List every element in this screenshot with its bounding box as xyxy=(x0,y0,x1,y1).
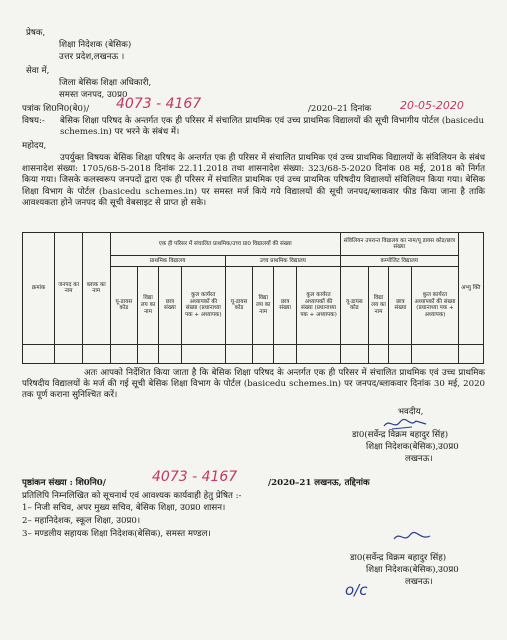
signatory-place-2: लखनऊ। xyxy=(405,577,433,587)
staff-header: कुल कार्यरत अध्यापकों की संख्या (प्रधानाध्या पक + अध्यापक) xyxy=(181,266,225,344)
school-name-header: विद्या लय का नाम xyxy=(253,266,274,344)
reference-number-handwritten: 4073 - 4167 xyxy=(116,96,202,112)
endorsement-item: 2– महानिदेशक, स्कूल शिक्षा, उ0प्र0। xyxy=(22,516,141,526)
to-label: सेवा में, xyxy=(26,66,50,76)
udise-header: यू-डायस कोड xyxy=(110,266,138,344)
reference-prefix: पत्रांक शि0नि0(बे0)/ xyxy=(22,104,90,114)
col-block-header: ब्लाक का नाम xyxy=(82,233,110,345)
reference-year: /2020–21 दिनांक xyxy=(308,104,372,114)
col-serial-header: क्रमांक xyxy=(23,233,55,345)
udise-header: यू-डायस कोड xyxy=(341,266,369,344)
sender-label: प्रेषक, xyxy=(26,28,46,38)
date-handwritten: 20-05-2020 xyxy=(400,99,464,112)
endorsement-item: 3– मण्डलीय सहायक शिक्षा निदेशक(बेसिक), समस्त मण्डल। xyxy=(22,529,211,539)
group-main-header: एक ही परिसर में संचालित प्राथमिक/उच्च प्रा0 विद्यालयों की संख्या xyxy=(110,233,340,256)
students-header: छात्र संख्या xyxy=(158,266,181,344)
recipient-place: समस्त जनपद, उ0प्र0 xyxy=(59,90,128,100)
endorsement-intro: प्रतिलिपि निम्नलिखित को सूचनार्थ एवं आवश्यक कार्यवाही हेतु प्रेषित :- xyxy=(22,491,242,501)
margin-note-handwritten: o/c xyxy=(345,581,368,599)
signatory-name: डा0(सर्वेन्द्र विक्रम बहादुर सिंह) xyxy=(352,430,449,440)
table-row xyxy=(23,344,484,363)
school-name-header: विद्या लय का नाम xyxy=(368,266,389,344)
students-header: छात्र संख्या xyxy=(274,266,297,344)
body-paragraph: उपर्युक्त विषयक बेसिक शिक्षा परिषद के अन्तर्गत एक ही परिसर में संचालित प्राथमिक एवं उच्च प्राथमिक विद्यालयों के संविलियन के संबंध शासनादेश संख्या: 1705/68-5-2018 दिनांक 22.11.2018 तथा शासनादेश संख्या: 323/68-5-2020 दिनांक 08 मई, 2018 को निर्गत किया गया। जिसके कलस्वरूप जनपदों द्वारा एक ही परिसर में संचालित प्राथमिक एवं उच्च प्राथमिक परिषदीय विद्यालयों संविलियन किया गया। बेसिक शिक्षा विभाग के पोर्टल (basicedu schemes.in) पर समस्त मर्ज किये गये विद्यालयों की सूची जनपद/ब्लाकवार फीड किया जाना है ताकि आवश्यकता होने जनपद की सूची वेबसाइट से प्राप्त हो सके। xyxy=(22,153,485,208)
endorsement-number-handwritten: 4073 - 4167 xyxy=(152,469,238,485)
signatory-name-2: डा0(सर्वेन्द्र विक्रम बहादुर सिंह) xyxy=(350,553,447,563)
sender-name: शिक्षा निदेशक (बेसिक) xyxy=(59,40,132,50)
udise-header: यू-डायस कोड xyxy=(225,266,253,344)
signatory-designation-2: शिक्षा निदेशक(बेसिक),उ0प्र0 xyxy=(366,565,459,575)
recipient-name: जिला बेसिक शिक्षा अधिकारी, xyxy=(59,78,152,88)
school-name-header: विद्या लय का नाम xyxy=(138,266,159,344)
endorsement-item: 1– निजी सचिव, अपर मुख्य सचिव, बेसिक शिक्षा, उ0प्र0 शासन। xyxy=(22,503,226,513)
signatory-designation: शिक्षा निदेशक(बेसिक),उ0प्र0 xyxy=(366,442,459,452)
subject-text: बेसिक शिक्षा परिषद के अन्तर्गत एक ही परिसर में संचालित प्राथमिक एवं उच्च प्राथमिक विद्यालयों की सूची विभागीय पोर्टल (basicedu schemes.in) पर भरने के संबंध में। xyxy=(60,116,484,138)
sub-primary-header: प्राथमिक विद्यालय xyxy=(110,256,225,267)
sender-place: उत्तर प्रदेश,लखनऊ । xyxy=(59,52,125,62)
group-merged-header: संविलियन उपरान्त विद्यालय का नाम/यू डायस कोड/छात्र संख्या xyxy=(341,233,459,256)
signatory-place: लखनऊ। xyxy=(405,454,433,464)
staff-header: कुल कार्यरत अध्यापकों की संख्या (प्रधानाध्या पक + अध्यापक) xyxy=(297,266,341,344)
students-header: छात्र संख्या xyxy=(389,266,412,344)
endorsement-prefix: पृष्ठांकन संख्या : शि0नि0/ xyxy=(22,478,106,488)
subject-label: विषय:- xyxy=(22,116,45,126)
endorsement-year: /2020–21 लखनऊ, तद्दिनांक xyxy=(268,478,370,488)
closing-paragraph: अतः आपको निर्देशित किया जाता है कि बेसिक शिक्षा परिषद के अन्तर्गत एक ही परिसर में संचालित प्राथमिक एवं उच्च प्राथमिक परिषदीय विद्यालयों के मर्ज की गई सूची बेसिक शिक्षा विभाग के पोर्टल (basicedu schemes.in) पर जनपद/ब्लाकवार दिनांक 30 मई, 2020 तक पूर्ण कराना सुनिश्चित करें। xyxy=(22,368,485,401)
sub-upper-header: उच्च प्राथमिक विद्यालय xyxy=(225,256,340,267)
salutation: महोदय, xyxy=(22,141,47,151)
sub-composite-header: कम्पोजिट विद्यालय xyxy=(341,256,459,267)
schools-table xyxy=(22,232,484,364)
col-district-header: जनपद का नाम xyxy=(55,233,83,345)
closing-word: भवदीय, xyxy=(398,407,424,417)
staff-header: कुल कार्यरत अध्यापकों की संख्या (प्रधानाध्या पक + अध्यापक) xyxy=(412,266,458,344)
col-remarks-header: अभ्यु क्ति xyxy=(458,233,483,345)
signature-scribble-2 xyxy=(392,530,432,544)
